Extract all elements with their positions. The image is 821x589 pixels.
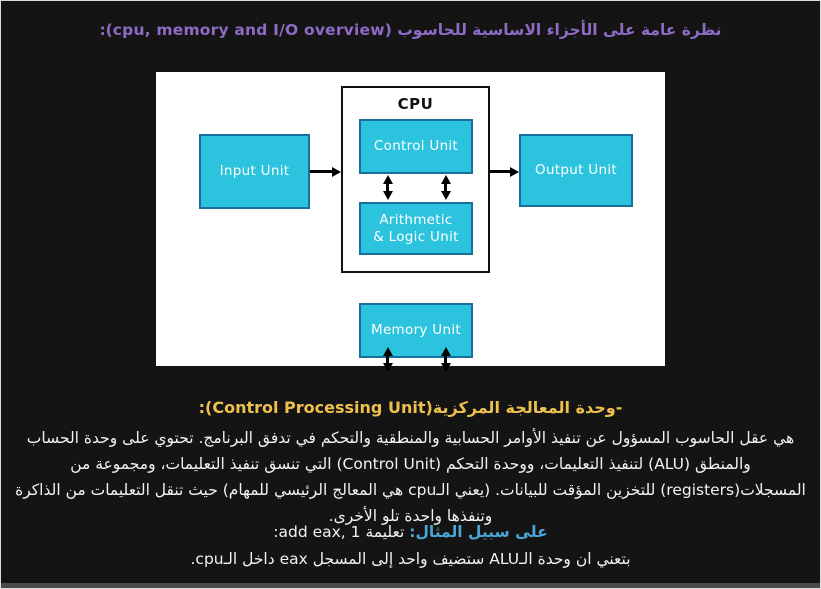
memory-unit-box (359, 303, 473, 358)
control-unit-label: Control Unit (373, 138, 459, 154)
arrow-cpu-to-output-icon (490, 170, 511, 173)
page-title: نظرة عامة على الأجزاء الاساسية للحاسوب (cpu, memory and I/O overview): (99, 21, 722, 39)
cpu-section-heading: -وحدة المعالجة المركزية(Control Processing Unit): (198, 398, 623, 417)
cpu-section-paragraph: هي عقل الحاسوب المسؤول عن تنفيذ الأوامر الحسابية والمنطقية والتحكم في تدفق البرنامج. تحتوي على وحدة الحساب والمنطق (ALU) لتنفيذ التعليمات، ووحدة التحكم (Control Unit) التي تنسق تنفيذ التعليمات، ومجموعة من المسجلات(registers) للتخزين المؤقت للبيانات. (يعني الـcpu هي المعالج الرئيسي للمهام) حيث تنقل التعليمات من الذاكرة وتنفذها واحدة تلو الأخرى. (15, 429, 806, 525)
control-unit-box (359, 119, 473, 174)
output-unit-label: Output Unit (535, 162, 617, 178)
memory-unit-label: Memory Unit (371, 322, 461, 338)
arrow-control-alu-left-icon (386, 183, 389, 192)
cpu-diagram-panel (156, 72, 665, 366)
bottom-window-edge (1, 583, 820, 588)
alu-label-line1: Arithmetic (379, 211, 453, 228)
arrow-input-to-cpu-icon (310, 170, 333, 173)
alu-box (359, 202, 473, 255)
example-explanation: بتعني ان وحدة الـALU ستضيف واحد إلى المسجل eax داخل الـcpu. (190, 550, 631, 568)
example-rest-text: تعليمة add eax, 1: (273, 523, 410, 541)
arrow-cpu-memory-right-icon (444, 355, 447, 364)
cpu-box-label: CPU (397, 95, 434, 113)
arrow-control-alu-right-icon (444, 183, 447, 192)
input-unit-box (199, 134, 310, 209)
arrow-cpu-memory-left-icon (386, 355, 389, 364)
alu-label-line2: & Logic Unit (373, 228, 459, 245)
example-heading-line (1, 523, 820, 541)
output-unit-box (519, 134, 633, 207)
input-unit-label: Input Unit (219, 163, 290, 179)
example-lead-text: على سبيل المثال: (409, 523, 548, 541)
